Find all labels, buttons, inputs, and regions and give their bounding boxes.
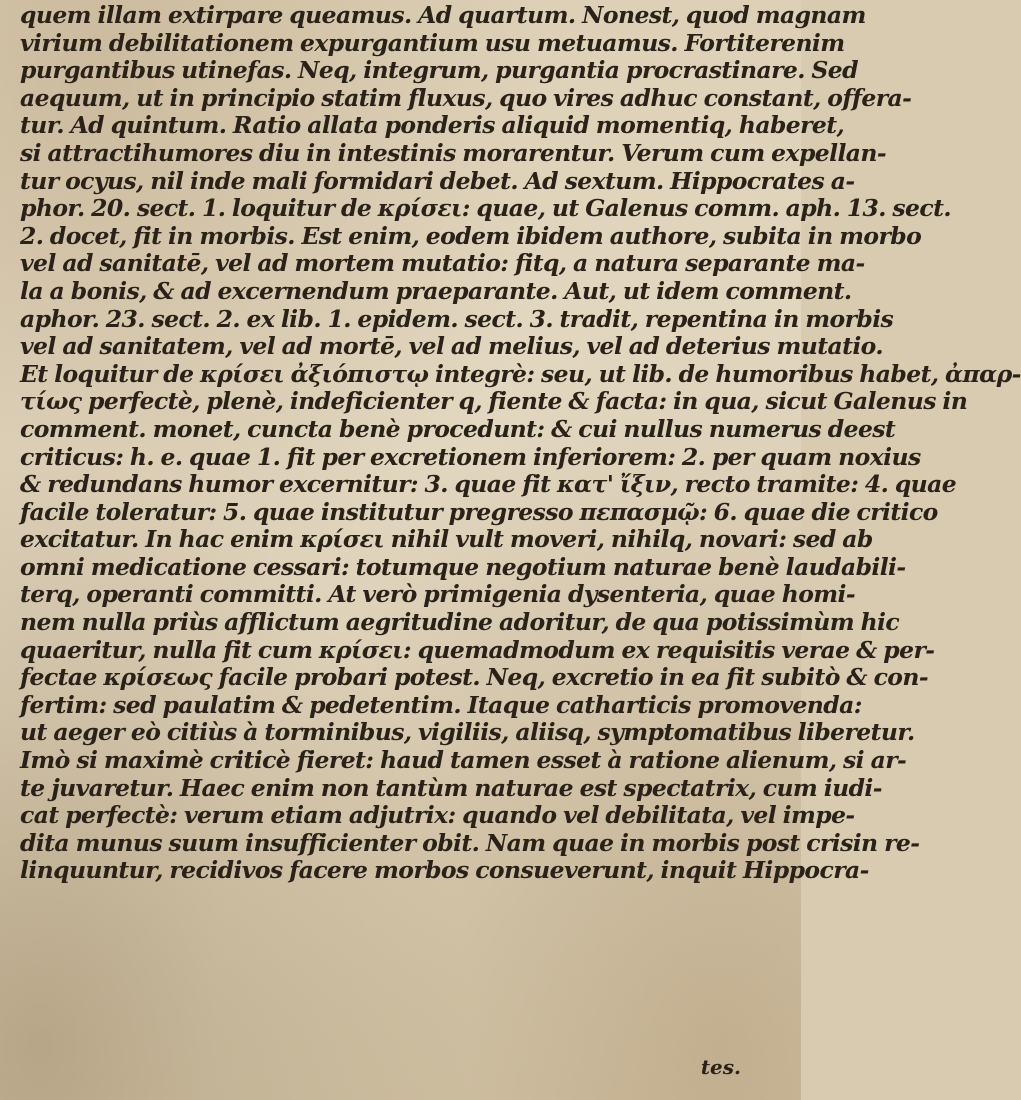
- text-line: Et loquitur de κρίσει ἀξιόπιστῳ integrè: seu, ut lib. de humoribus habet, ἀπαρ-: [20, 359, 1021, 388]
- text-line: omni medicatione cessari: totumque negotium naturae benè laudabili-: [20, 552, 906, 581]
- text-line: ut aeger eò citiùs à torminibus, vigiliis, aliisq, symptomatibus liberetur.: [20, 718, 915, 747]
- text-line: quem illam extirpare queamus. Ad quartum. Nonest, quod magnam: [20, 1, 866, 29]
- text-line: vel ad sanitatē, vel ad mortem mutatio: fitq, a natura separante ma-: [20, 249, 865, 278]
- text-line: excitatur. In hac enim κρίσει nihil vult moveri, nihilq, novari: sed ab: [20, 525, 873, 554]
- text-line: phor. 20. sect. 1. loquitur de κρίσει: quae, ut Galenus comm. aph. 13. sect.: [20, 194, 951, 223]
- text-line: aphor. 23. sect. 2. ex lib. 1. epidem. sect. 3. tradit, repentina in morbis: [20, 304, 894, 333]
- text-line: dita munus suum insufficienter obit. Nam quae in morbis post crisin re-: [20, 828, 920, 857]
- text-line: quaeritur, nulla fit cum κρίσει: quemadmodum ex requisitis verae & per-: [20, 635, 935, 664]
- text-line: 2. docet, fit in morbis. Est enim, eodem ibidem authore, subita in morbo: [20, 221, 922, 250]
- text-line: Imò si maximè criticè fieret: haud tamen esset à ratione alienum, si ar-: [20, 746, 907, 775]
- text-line: comment. monet, cuncta benè procedunt: & cui nullus numerus deest: [20, 414, 896, 443]
- text-line: nem nulla priùs afflictum aegritudine adoritur, de qua potissimùm hic: [20, 608, 900, 637]
- text-line: aequum, ut in principio statim fluxus, quo vires adhuc constant, offera-: [20, 83, 912, 112]
- text-line: tur. Ad quintum. Ratio allata ponderis aliquid momentiq, haberet,: [20, 111, 845, 140]
- text-line: tur ocyus, nil inde mali formidari debet. Ad sextum. Hippocrates a-: [20, 166, 855, 195]
- text-line: τίως perfectè, plenè, indeficienter q, fiente & facta: in qua, sicut Galenus in: [20, 387, 968, 416]
- text-line: cat perfectè: verum etiam adjutrix: quando vel debilitata, vel impe-: [20, 801, 855, 830]
- text-line: linquuntur, recidivos facere morbos consueverunt, inquit Hippocra-: [20, 856, 869, 885]
- catchword: tes.: [700, 1055, 741, 1079]
- text-line: criticus: h. e. quae 1. fit per excretionem inferiorem: 2. per quam noxius: [20, 442, 921, 471]
- text-line: virium debilitationem expurgantium usu metuamus. Fortiterenim: [20, 28, 845, 57]
- text-line: fectae κρίσεως facile probari potest. Neq, excretio in ea fit subitò & con-: [20, 663, 929, 692]
- text-line: purgantibus utinefas. Neq, integrum, purgantia procrastinare. Sed: [20, 56, 858, 85]
- text-line: facile toleratur: 5. quae institutur pregresso πεπασμῷ: 6. quae die critico: [20, 497, 938, 526]
- text-line: te juvaretur. Haec enim non tantùm naturae est spectatrix, cum iudi-: [20, 773, 882, 802]
- text-line: la a bonis, & ad excernendum praeparante. Aut, ut idem comment.: [20, 276, 852, 305]
- text-line: si attractihumores diu in intestinis morarentur. Verum cum expellan-: [20, 138, 887, 167]
- text-line: terq, operanti committi. At verò primigenia dysenteria, quae homi-: [20, 580, 856, 609]
- text-line: fertim: sed paulatim & pedetentim. Itaque catharticis promovenda:: [20, 690, 862, 719]
- body-text: [20, 1, 1021, 885]
- text-line: & redundans humor excernitur: 3. quae fit κατ' ἴξιν, recto tramite: 4. quae: [20, 470, 957, 499]
- text-line: vel ad sanitatem, vel ad mortē, vel ad melius, vel ad deterius mutatio.: [20, 332, 883, 361]
